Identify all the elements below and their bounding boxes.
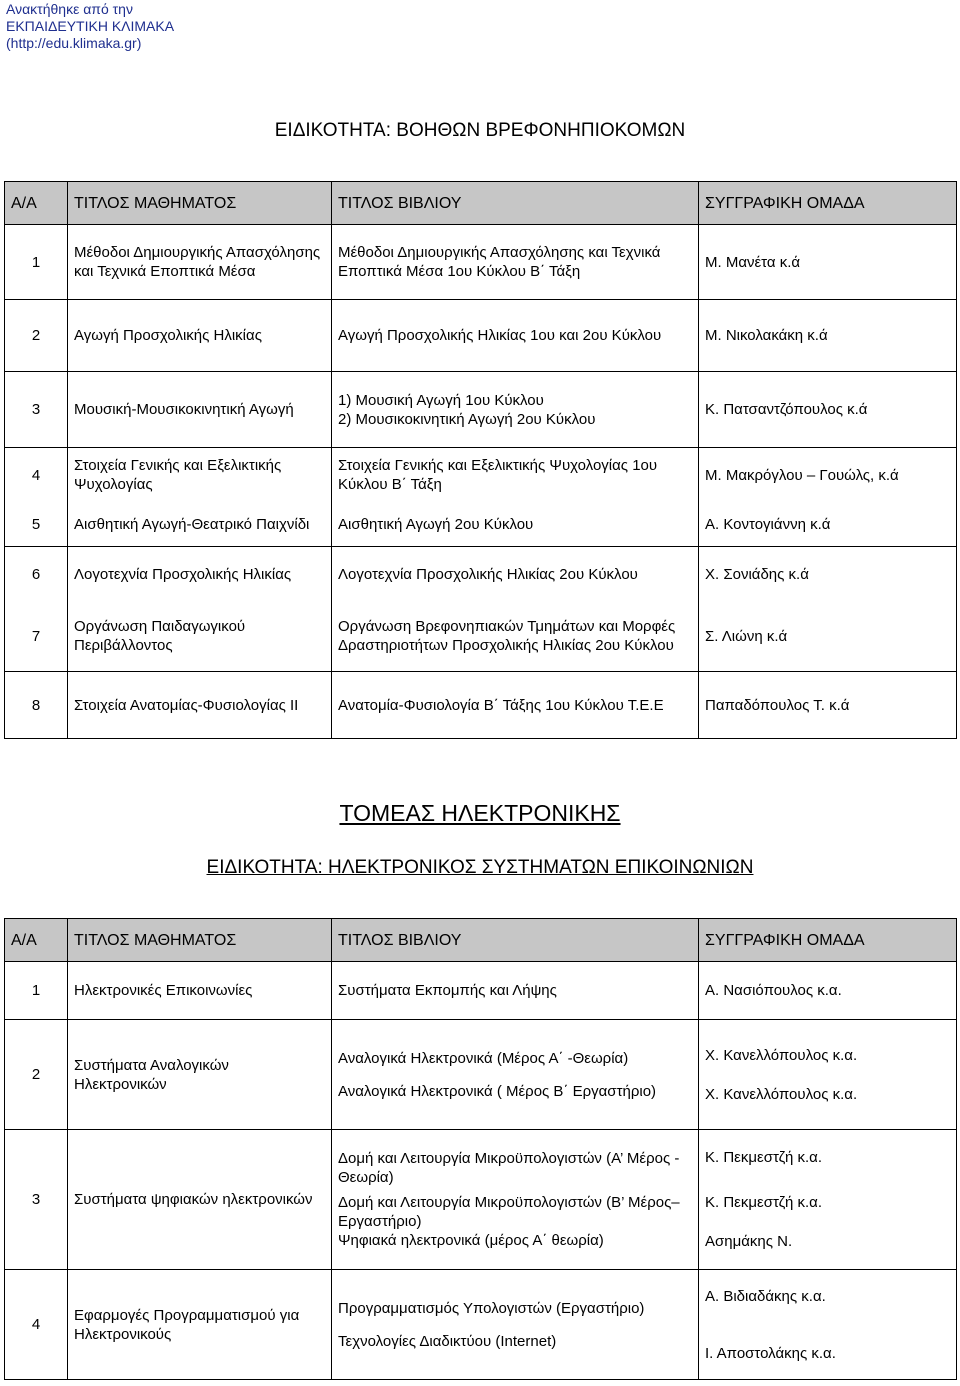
book-title-line: Προγραμματισμός Υπολογιστών (Εργαστήριο) [338,1299,645,1317]
header-cell: ΣΥΓΓΡΑΦΙΚΗ ΟΜΑΔΑ [699,919,957,962]
course-title: Μέθοδοι Δημιουργικής Απασχόλησης και Τεχνικά Εποπτικά Μέσα [68,225,332,300]
books-table-1 [4,181,957,739]
author-line: Ι. Αποστολάκης κ.α. [705,1344,836,1362]
book-title-line: Αναλογικά Ηλεκτρονικά (Μέρος Α΄ -Θεωρία) [338,1049,629,1067]
authors: Α. Κοντογιάννη κ.ά [699,503,957,547]
row-number: 8 [5,672,68,739]
book-title: Μέθοδοι Δημιουργικής Απασχόλησης και Τεχνικά Εποπτικά Μέσα 1ου Κύκλου Β΄ Τάξη [332,225,699,300]
authors [699,1130,957,1270]
sector-title: ΤΟΜΕΑΣ ΗΛΕΚΤΡΟΝΙΚΗΣ [339,800,621,826]
book-title: Αγωγή Προσχολικής Ηλικίας 1ου και 2ου Κύκλου [332,300,699,372]
row-number: 1 [5,962,68,1020]
row-number: 4 [5,448,68,503]
author-line: Κ. Πεκμεστζή κ.α. [705,1194,823,1211]
book-title-line: 2) Μουσικοκινητική Αγωγή 2ου Κύκλου [338,410,596,428]
table-row [5,448,957,503]
table-row [5,1270,957,1380]
source-note-line: Ανακτήθηκε από την [6,1,133,17]
row-number: 1 [5,225,68,300]
book-title-line: Ψηφιακά ηλεκτρονικά (μέρος Α΄ θεωρία) [338,1232,604,1249]
book-title-line: Αναλογικά Ηλεκτρονικά ( Μέρος Β΄ Εργαστήριο) [338,1082,657,1100]
source-note [6,1,174,52]
row-number: 5 [5,503,68,547]
book-title: Αισθητική Αγωγή 2ου Κύκλου [332,503,699,547]
table-header-row [5,919,957,962]
source-note-line: ΕΚΠΑΙΔΕΥΤΙΚΗ ΚΛΙΜΑΚΑ [6,18,175,34]
book-title-line: Δομή και Λειτουργία Μικροϋπολογιστών (Β’ Μέρος–Εργαστήριο) [338,1194,680,1230]
book-title [332,1020,699,1130]
course-title: Αισθητική Αγωγή-Θεατρικό Παιχνίδι [68,503,332,547]
row-number: 7 [5,602,68,672]
table-row [5,602,957,672]
course-title: Αγωγή Προσχολικής Ηλικίας [68,300,332,372]
table-row [5,962,957,1020]
header-cell: ΤΙΤΛΟΣ ΜΑΘΗΜΑΤΟΣ [68,182,332,225]
authors: Μ. Νικολακάκη κ.ά [699,300,957,372]
author-line: Χ. Κανελλόπουλος κ.α. [705,1046,858,1064]
row-number: 3 [5,1130,68,1270]
course-title: Οργάνωση Παιδαγωγικού Περιβάλλοντος [68,602,332,672]
table-row [5,547,957,602]
book-title-line: 1) Μουσική Αγωγή 1ου Κύκλου [338,391,544,409]
authors: Α. Νασιόπουλος κ.α. [699,962,957,1020]
book-title-line: Δομή και Λειτουργία Μικροϋπολογιστών (Α’ Μέρος - Θεωρία) [338,1150,680,1186]
header-cell: ΣΥΓΓΡΑΦΙΚΗ ΟΜΑΔΑ [699,182,957,225]
course-title: Ηλεκτρονικές Επικοινωνίες [68,962,332,1020]
table-row [5,503,957,547]
author-line: Α. Βιδιαδάκης κ.α. [705,1287,826,1305]
book-title: Ανατομία-Φυσιολογία Β΄ Τάξης 1ου Κύκλου Τ.Ε.Ε [332,672,699,739]
course-title: Συστήματα ψηφιακών ηλεκτρονικών [68,1130,332,1270]
table-row [5,372,957,448]
course-title: Εφαρμογές Προγραμματισμού για Ηλεκτρονικούς [68,1270,332,1380]
book-title-line: Τεχνολογίες Διαδικτύου (Internet) [338,1332,557,1350]
author-line: Κ. Πεκμεστζή κ.α. [705,1149,823,1166]
author-line: Ασημάκης Ν. [705,1233,793,1250]
table-header-row [5,182,957,225]
course-title: Συστήματα Αναλογικών Ηλεκτρονικών [68,1020,332,1130]
authors: Μ. Μακρόγλου – Γουώλς, κ.ά [699,448,957,503]
header-cell: Α/Α [5,182,68,225]
header-cell: ΤΙΤΛΟΣ ΒΙΒΛΙΟΥ [332,919,699,962]
table-row [5,225,957,300]
row-number: 2 [5,1020,68,1130]
table-row [5,672,957,739]
course-title: Στοιχεία Γενικής και Εξελικτικής Ψυχολογίας [68,448,332,503]
book-title: Στοιχεία Γενικής και Εξελικτικής Ψυχολογίας 1ου Κύκλου Β΄ Τάξη [332,448,699,503]
source-note-link[interactable]: (http://edu.klimaka.gr) [6,35,142,51]
authors: Χ. Σονιάδης κ.ά [699,547,957,602]
course-title: Στοιχεία Ανατομίας-Φυσιολογίας ΙΙ [68,672,332,739]
table-row [5,1130,957,1270]
book-title [332,1130,699,1270]
book-title [332,372,699,448]
table-row [5,300,957,372]
header-cell: ΤΙΤΛΟΣ ΒΙΒΛΙΟΥ [332,182,699,225]
course-title: Μουσική-Μουσικοκινητική Αγωγή [68,372,332,448]
book-title [332,1270,699,1380]
table-row [5,1020,957,1130]
book-title: Λογοτεχνία Προσχολικής Ηλικίας 2ου Κύκλου [332,547,699,602]
authors [699,1020,957,1130]
header-cell: ΤΙΤΛΟΣ ΜΑΘΗΜΑΤΟΣ [68,919,332,962]
book-title: Συστήματα Εκπομπής και Λήψης [332,962,699,1020]
row-number: 6 [5,547,68,602]
author-line: Χ. Κανελλόπουλος κ.α. [705,1085,858,1103]
row-number: 3 [5,372,68,448]
course-title: Λογοτεχνία Προσχολικής Ηλικίας [68,547,332,602]
authors: Μ. Μανέτα κ.ά [699,225,957,300]
authors: Παπαδόπουλος Τ. κ.ά [699,672,957,739]
row-number: 4 [5,1270,68,1380]
authors [699,1270,957,1380]
header-cell: Α/Α [5,919,68,962]
specialty-title-2: ΕΙΔΙΚΟΤΗΤΑ: ΗΛΕΚΤΡΟΝΙΚΟΣ ΣΥΣΤΗΜΑΤΩΝ ΕΠΙΚΟΙΝΩΝΙΩΝ [206,857,754,878]
authors: Κ. Πατσαντζόπουλος κ.ά [699,372,957,448]
row-number: 2 [5,300,68,372]
books-table-2 [4,918,957,1380]
book-title: Οργάνωση Βρεφονηπιακών Τμημάτων και Μορφές Δραστηριοτήτων Προσχολικής Ηλικίας 2ου Κύκλου [332,602,699,672]
authors: Σ. Λιώνη κ.ά [699,602,957,672]
specialty-title-1: ΕΙΔΙΚΟΤΗΤΑ: ΒΟΗΘΩΝ ΒΡΕΦΟΝΗΠΙΟΚΟΜΩΝ [274,120,686,141]
